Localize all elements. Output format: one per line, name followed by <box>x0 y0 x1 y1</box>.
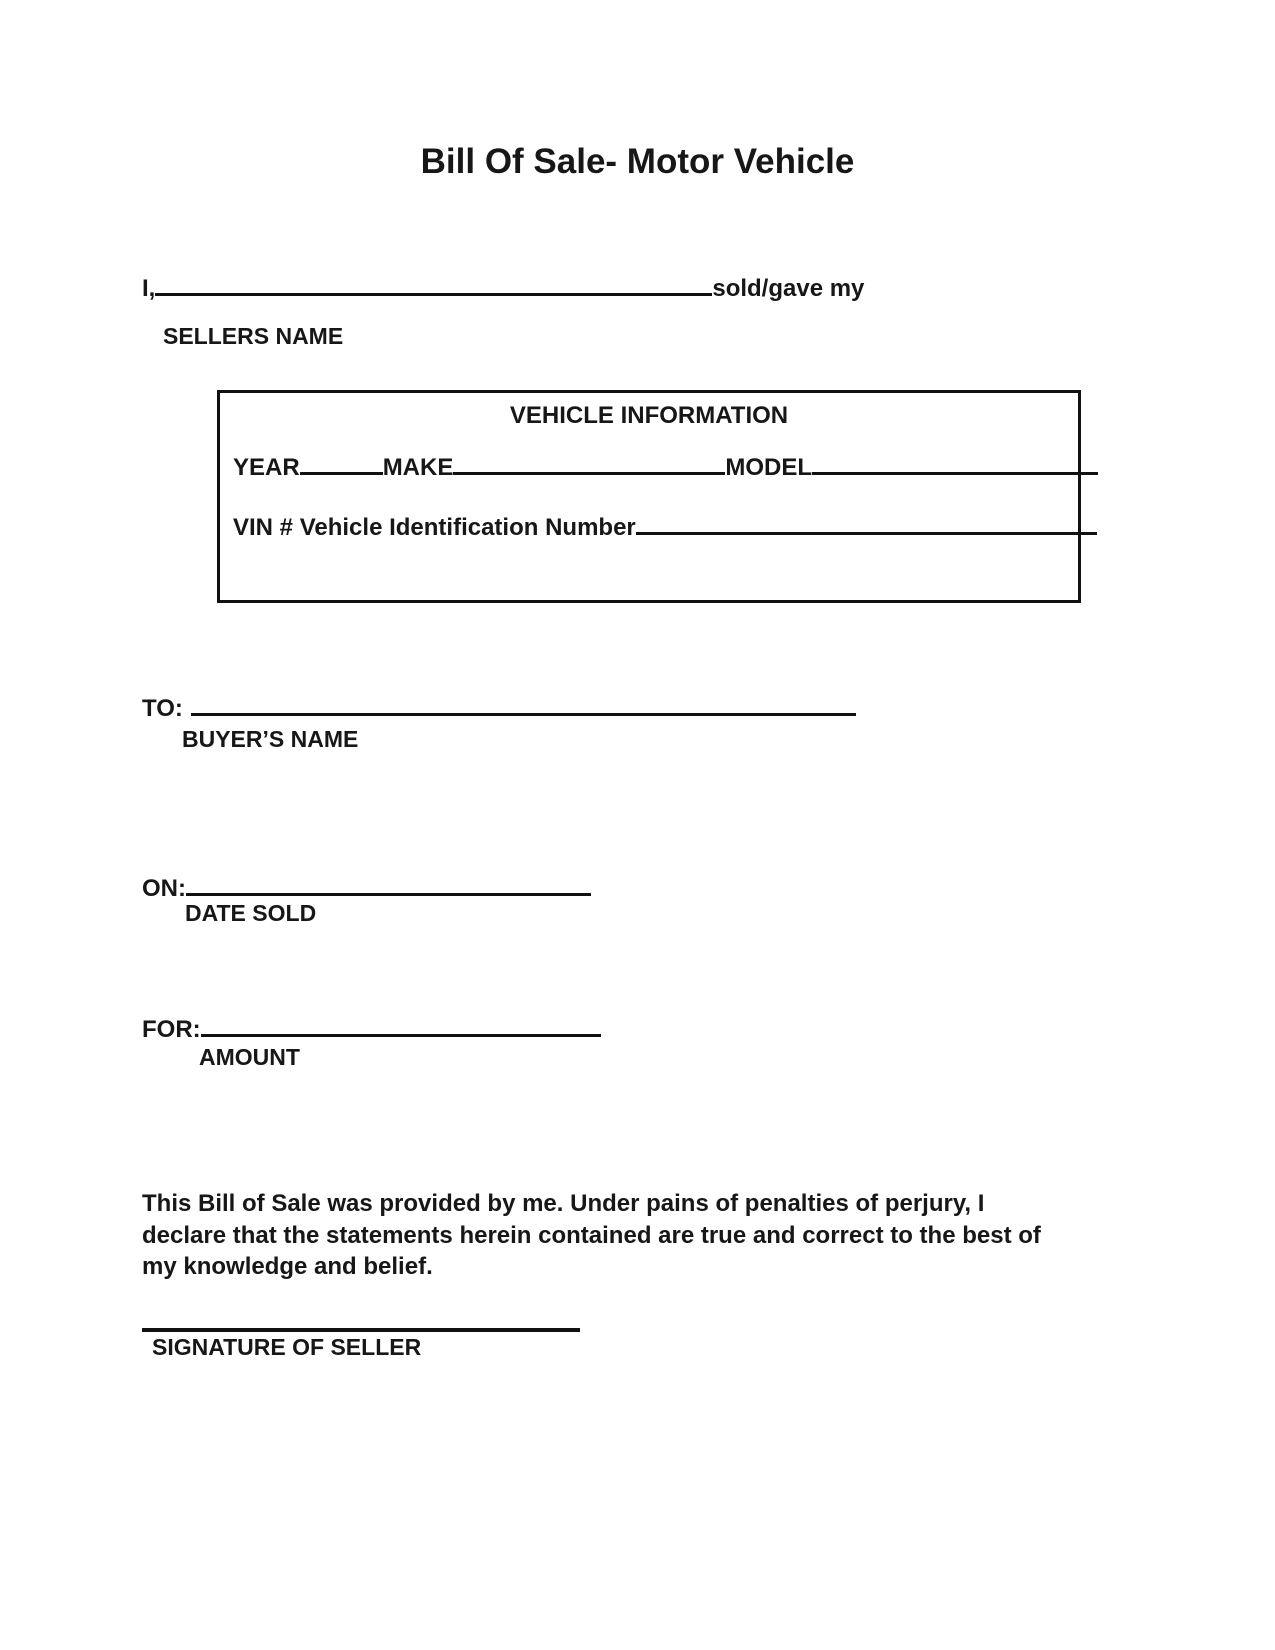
document-title: Bill Of Sale- Motor Vehicle <box>420 142 855 181</box>
for-line <box>142 1013 601 1044</box>
vehicle-information-heading: VEHICLE INFORMATION <box>509 402 789 429</box>
for-label: FOR: <box>142 1016 201 1043</box>
vin-row <box>233 511 1097 542</box>
model-label: MODEL <box>725 454 813 481</box>
date-sold-blank <box>186 872 591 896</box>
amount-blank <box>201 1013 601 1037</box>
make-blank <box>453 451 725 475</box>
seller-line-prefix: I, <box>142 275 156 302</box>
vin-blank <box>636 511 1097 535</box>
year-blank <box>300 451 383 475</box>
year-label: YEAR <box>233 454 300 481</box>
seller-name-label: SELLERS NAME <box>163 323 344 349</box>
make-label: MAKE <box>382 454 454 481</box>
to-label: TO: <box>142 695 183 722</box>
declaration-paragraph: This Bill of Sale was provided by me. Under pains of penalties of perjury, I declare that the statements herein contained are true and correct to the best of my knowledge and belief. <box>142 1190 1041 1281</box>
seller-line-suffix: sold/gave my <box>712 275 865 302</box>
seller-name-blank <box>155 272 712 296</box>
year-make-model-row <box>233 451 1098 482</box>
model-blank <box>812 451 1098 475</box>
vin-label: VIN # Vehicle Identification Number <box>233 514 636 541</box>
vehicle-information-box <box>217 390 1081 603</box>
buyer-name-label: BUYER’S NAME <box>182 726 359 752</box>
on-line <box>142 872 591 903</box>
signature-of-seller-label: SIGNATURE OF SELLER <box>152 1334 422 1360</box>
on-label: ON: <box>142 875 186 902</box>
signature-line <box>142 1328 580 1332</box>
seller-line <box>142 272 864 303</box>
date-sold-label: DATE SOLD <box>185 900 317 926</box>
to-line <box>142 692 856 723</box>
amount-label: AMOUNT <box>199 1044 300 1070</box>
buyer-name-blank <box>191 692 856 716</box>
